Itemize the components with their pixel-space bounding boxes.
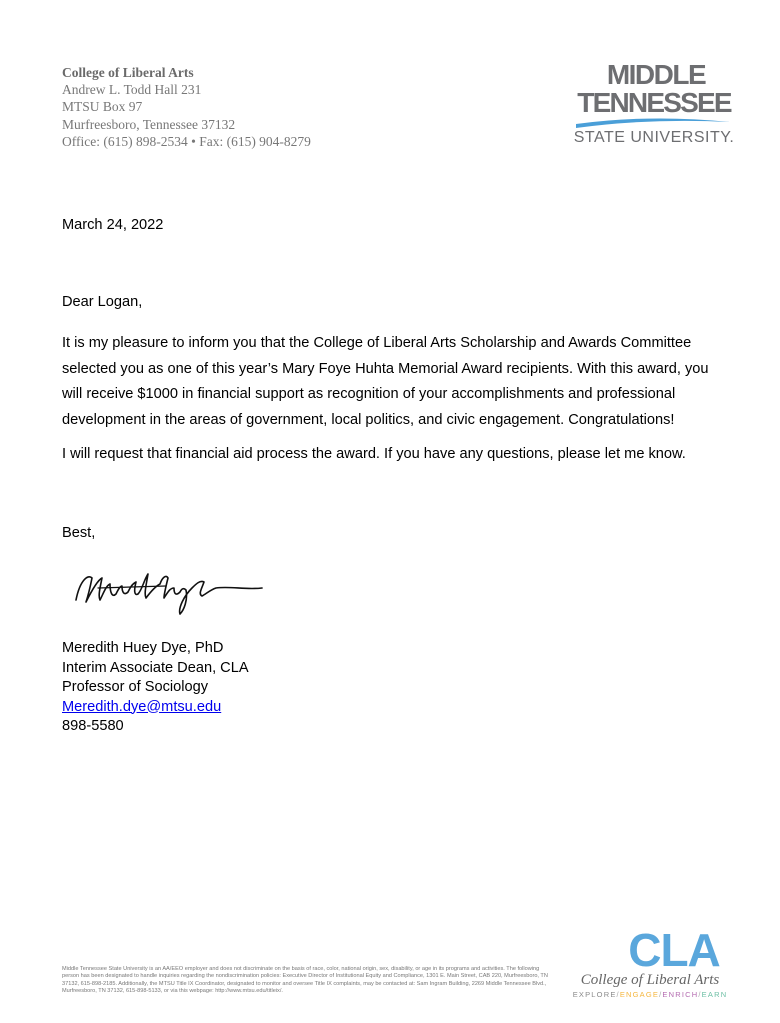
contact-line: Office: (615) 898-2534 • Fax: (615) 904-8279 [62, 133, 311, 149]
tag-explore: EXPLORE [572, 990, 617, 999]
body-paragraph-1: It is my pleasure to inform you that the College of Liberal Arts Scholarship and Awards Committee selected you as one of this year’s Mary Foye Huhta Memorial Award recipients. With this award, you will receive $1000 in financial support as recognition of your accomplishments and professional development in the areas of government, local politics, and civic engagement. Congratulations! [62, 335, 709, 428]
tag-earn: EARN [701, 990, 728, 999]
cla-letters: CLA [628, 926, 720, 976]
address-line: MTSU Box 97 [62, 99, 143, 115]
signer-position: Professor of Sociology [62, 679, 209, 695]
address-line: Andrew L. Todd Hall 231 [62, 82, 202, 98]
handwritten-signature [70, 560, 270, 620]
signer-email-link[interactable]: Meredith.dye@mtsu.edu [62, 698, 222, 715]
letter-date: March 24, 2022 [62, 217, 164, 233]
letterhead-address-block [62, 64, 311, 150]
tag-engage: ENGAGE [619, 990, 660, 999]
body-paragraph-2: I will request that financial aid process the award. If you have any questions, please let me know. [62, 446, 686, 462]
logo-line-state-university: STATE UNIVERSITY. [573, 129, 735, 146]
logo-blue-swoosh [576, 118, 730, 128]
signer-title: Interim Associate Dean, CLA [62, 659, 249, 676]
logo-line-middle: MIDDLE [606, 59, 706, 90]
signer-block [62, 639, 249, 737]
closing: Best, [62, 525, 96, 541]
salutation: Dear Logan, [62, 294, 143, 310]
cla-logo [562, 926, 740, 1000]
cla-college-name: College of Liberal Arts [580, 972, 720, 988]
tag-enrich: ENRICH [662, 990, 699, 999]
cla-tagline: EXPLORE/ENGAGE/ENRICH/EARN [572, 990, 728, 999]
logo-line-tennessee: TENNESSEE [577, 87, 731, 118]
mtsu-logo [570, 58, 740, 148]
nondiscrimination-footnote: Middle Tennessee State University is an AA/EEO employer and does not discriminate on the basis of race, color, national origin, sex, disability, or age in its programs and activities. The following person has been designated to handle inquiries regarding the nondiscrimination policies: Executive Director of Institutional Equity and Compliance, 1301 E. Main Street, CAB 220, Murfreesboro, TN 37132, 615-898-2185. Additionally, the MTSU Title IX Coordinator, designated to monitor and oversee Title IX complaints, may be contacted at: Sam Ingram Building, 2269 Middle Tennessee Blvd., Murfreesboro, TN 37132, 615-898-5133, or via this webpage: http://www.mtsu.edu/titleix/. [62, 966, 548, 994]
department-name: College of Liberal Arts [62, 65, 194, 80]
signer-name: Meredith Huey Dye, PhD [62, 640, 224, 656]
signer-phone: 898-5580 [62, 718, 124, 734]
address-line: Murfreesboro, Tennessee 37132 [62, 116, 236, 132]
